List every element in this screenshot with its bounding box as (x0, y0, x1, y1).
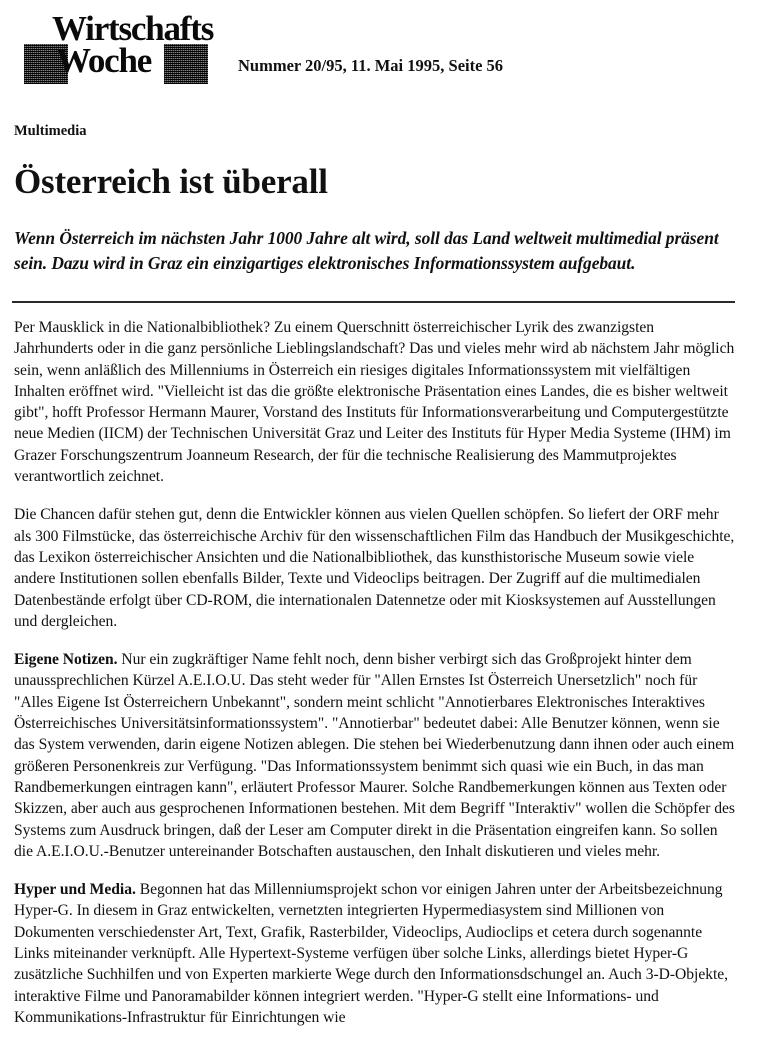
publication-logo (12, 10, 230, 86)
paragraph-text: Begonnen hat das Millenniumsprojekt schon vor einigen Jahren unter der Arbeitsbezeichnung Hyper-G. In diesem in Graz entwickelten, vernetzten integrierten Hypermediasystem sind Millionen von Dokumenten verschiedenster Art, Text, Grafik, Rasterbilder, Videoclips, Audioclips et cetera durch sogenannte Links miteinander verknüpft. Alle Hypertext-Systeme verfügen über solche Links, allerdings bietet Hyper-G zusätzliche Suchhilfen und von Experten markierte Wege durch den Informationsdschungel an. Auch 3-D-Objekte, interaktive Filme und Panoramabilder können integriert werden. "Hyper-G stellt eine Informations- und Kommunikations-Infrastruktur für Einrichtungen wie (14, 881, 729, 1026)
article-body (12, 317, 736, 1028)
masthead (12, 0, 736, 86)
paragraph-text: Per Mausklick in die Nationalbibliothek? Zu einem Querschnitt österreichischer Lyrik des zwanzigsten Jahrhunderts oder in die ganz persönliche Lieblingslandschaft? Das und vieles mehr wird ab nächstem Jahr möglich sein, wenn anläßlich des Millenniums in Österreich ein riesiges digitales Informationssystem mit vielfältigen Inhalten eröffnet wird. "Vielleicht ist das die größte elektronische Präsentation eines Landes, die es bisher weltweit gibt", hofft Professor Hermann Maurer, Vorstand des Instituts für Informationsverarbeitung und Computergestützte neue Medien (IICM) der Technischen Universität Graz und Leiter des Instituts für Hyper Media Systeme (IHM) im Grazer Forschungszentrum Joanneum Research, der für die technische Realisierung des Mammutprojektes verantwortlich zeichnet. (14, 319, 735, 486)
halftone-square-right-icon (164, 44, 208, 84)
body-paragraph (14, 879, 736, 1028)
issue-info: Nummer 20/95, 11. Mai 1995, Seite 56 (238, 56, 504, 75)
paragraph-run-in: Hyper und Media. (14, 881, 136, 899)
logo-line-2: Woche (56, 41, 152, 80)
page-title: Österreich ist überall (14, 162, 328, 201)
logo-line-1: Wirtschafts (52, 9, 214, 48)
paragraph-run-in: Eigene Notizen. (14, 651, 118, 669)
section-kicker: Multimedia (14, 123, 87, 139)
body-paragraph (14, 649, 736, 862)
body-paragraph (14, 504, 736, 632)
article-lead: Wenn Österreich im nächsten Jahr 1000 Jahre alt wird, soll das Land weltweit multimedial präsent sein. Dazu wird in Graz ein einzigartiges elektronisches Informationssystem aufgebaut. (14, 228, 719, 273)
body-paragraph (14, 317, 736, 487)
paragraph-text: Nur ein zugkräftiger Name fehlt noch, denn bisher verbirgt sich das Großprojekt hinter dem unaussprechlichen Kürzel A.E.I.O.U. Das steht weder für "Allen Ernstes Ist Österreich Unersetzlich" noch für "Alles Eigene Ist Österreichern Unbekannt", sondern meint schlicht "Annotierbares Elektronisches Interaktives Österreichisches Universitätsinformationssystem". "Annotierbar" bedeutet dabei: Alle Benutzer können, wenn sie das System verwenden, darin eigene Notizen ablegen. Die stehen bei Wiederbenutzung dann ihnen oder auch einem größeren Personenkreis zur Verfügung. "Das Informationssystem benimmt sich quasi wie ein Buch, in das man Randbemerkungen eintragen kann", erläutert Professor Maurer. Solche Randbemerkungen können aus Texten oder Skizzen, aber auch aus gesprochenen Informationen bestehen. Mit dem Begriff "Interaktiv" wollen die Schöpfer des Systems zum Ausdruck bringen, daß der Leser am Computer direkt in die Präsentation eingreifen kann. So sollen die A.E.I.O.U.-Benutzer untereinander Botschaften austauschen, den Inhalt diskutieren und vieles mehr. (14, 651, 735, 860)
horizontal-divider (12, 301, 735, 303)
paragraph-text: Die Chancen dafür stehen gut, denn die Entwickler können aus vielen Quellen schöpfen. So liefert der ORF mehr als 300 Filmstücke, das österreichische Archiv für den wissenschaftlichen Film das Handbuch der Musikgeschichte, das Lexikon österreichischer Ansichten und die Nationalbibliothek, das kunsthistorische Museum sowie viele andere Institutionen sollen ebenfalls Bilder, Texte und Videoclips beitragen. Der Zugriff auf die multimedialen Datenbestände erfolgt über CD-ROM, die internationalen Datennetze oder mit Kiosksystemen auf Ausstellungen und dergleichen. (14, 506, 735, 630)
